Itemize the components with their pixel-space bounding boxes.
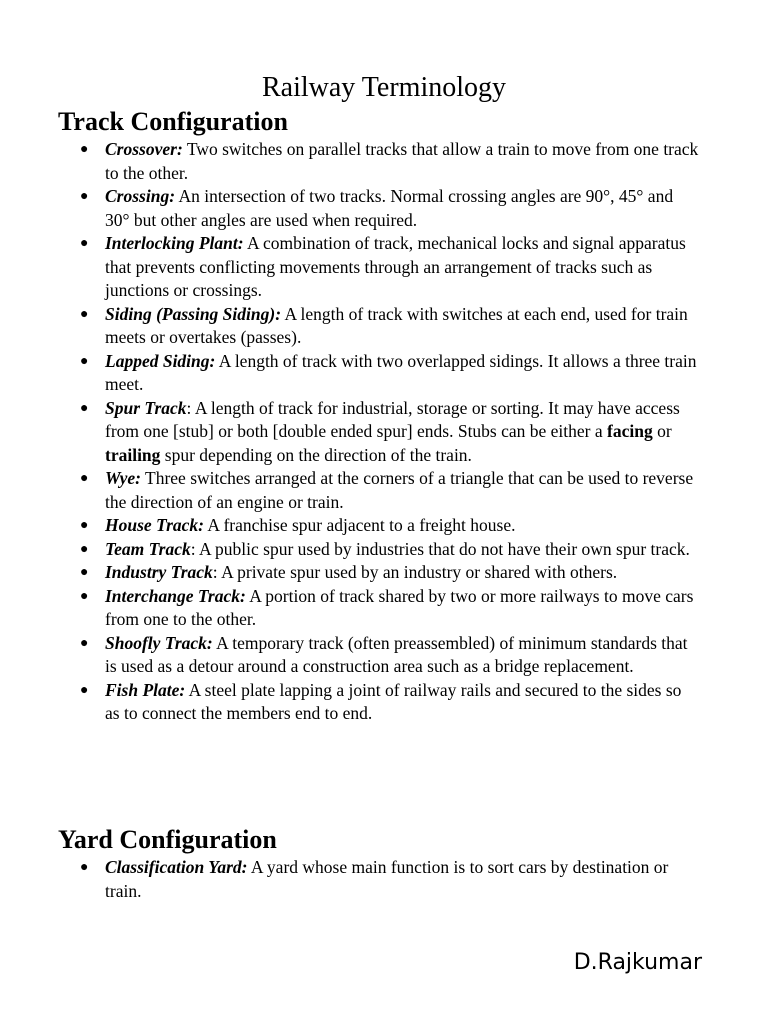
- yard-configuration-list: [0, 856, 740, 903]
- term-colon: :: [186, 397, 192, 418]
- author-name: D.Rajkumar: [573, 950, 702, 975]
- term-label: Team Track: [105, 538, 191, 559]
- term-label: Spur Track: [105, 397, 187, 418]
- list-item-shoofly-track: [0, 632, 740, 679]
- term-label: House Track:: [105, 515, 204, 535]
- term-label: Wye:: [105, 468, 141, 488]
- bullet-icon: ●: [80, 353, 89, 369]
- term-definition: A public spur used by industries that do not have their own spur track.: [195, 538, 690, 559]
- list-item-interchange-track: [0, 585, 740, 632]
- term-label: Interlocking Plant:: [105, 233, 244, 253]
- term-definition: A franchise spur adjacent to a freight house.: [204, 515, 516, 535]
- list-item-team-track: [0, 538, 740, 562]
- term-definition: A length of track with switches at each end, used for train meets or overtakes (passes).: [105, 303, 688, 347]
- term-definition: Two switches on parallel tracks that allow a train to move from one track to the other.: [105, 139, 699, 183]
- bullet-icon: ●: [80, 189, 89, 204]
- list-item-crossing: [0, 185, 740, 232]
- list-item-crossover: [0, 138, 740, 185]
- term-definition: Three switches arranged at the corners of a triangle that can be used to reverse the direction of an engine or train.: [105, 468, 694, 512]
- list-item-house-track: [0, 514, 740, 538]
- term-colon: :: [190, 538, 196, 559]
- bullet-icon: ●: [80, 588, 89, 604]
- page-title: Railway Terminology: [261, 72, 507, 103]
- term-label: Lapped Siding:: [105, 350, 216, 371]
- bullet-icon: ●: [80, 236, 89, 251]
- track-configuration-list: [0, 138, 740, 726]
- term-definition: A length of track with two overlapped sidings. It allows a three train meet.: [105, 350, 697, 394]
- term-label: Crossover:: [105, 139, 183, 159]
- term-definition: A portion of track shared by two or more railways to move cars from one to the other.: [105, 585, 694, 629]
- term-definition: An intersection of two tracks. Normal crossing angles are 90°, 45° and 30° but other angles are used when required.: [105, 186, 674, 230]
- term-label: Classification Yard:: [105, 857, 248, 877]
- bullet-icon: ●: [80, 518, 89, 533]
- term-definition: A temporary track (often preassembled) of minimum standards that is used as a detour around a construction area such as a bridge replacement.: [105, 632, 688, 676]
- list-item-fish-plate: [0, 679, 740, 726]
- term-definition: A length of track for industrial, storage or sorting. It may have access from one [stub] or both [double ended spur] ends. Stubs can be either a: [105, 397, 680, 441]
- term-label: Industry Track: [105, 562, 213, 582]
- list-item-spur-track: [0, 397, 740, 468]
- bullet-icon: ●: [80, 635, 89, 651]
- term-label: Interchange Track:: [105, 585, 246, 606]
- term-definition: A yard whose main function is to sort cars by destination or train.: [105, 857, 669, 901]
- list-item-wye: [0, 467, 740, 514]
- section-heading-yard-configuration: Yard Configuration: [58, 825, 277, 854]
- bullet-icon: ●: [80, 541, 89, 557]
- term-colon: :: [212, 562, 218, 582]
- term-definition-part: spur depending on the direction of the train.: [160, 444, 472, 465]
- term-label: Shoofly Track:: [105, 632, 213, 653]
- term-emphasis-trailing: trailing: [105, 444, 161, 465]
- list-item-industry-track: [0, 561, 740, 585]
- bullet-icon: ●: [80, 565, 89, 580]
- term-label: Siding (Passing Siding):: [105, 303, 282, 324]
- bullet-icon: ●: [80, 860, 89, 875]
- term-definition: A steel plate lapping a joint of railway rails and secured to the sides so as to connect the members end to end.: [105, 679, 682, 723]
- list-item-lapped-siding: [0, 350, 740, 397]
- bullet-icon: ●: [80, 400, 89, 416]
- term-definition: A private spur used by an industry or shared with others.: [217, 562, 618, 582]
- term-label: Crossing:: [105, 186, 176, 206]
- bullet-icon: ●: [80, 306, 89, 322]
- list-item-interlocking-plant: [0, 232, 740, 303]
- bullet-icon: ●: [80, 142, 89, 157]
- term-emphasis-facing: facing: [607, 421, 653, 441]
- section-heading-track-configuration: Track Configuration: [58, 107, 288, 136]
- bullet-icon: ●: [80, 682, 89, 698]
- term-definition: A combination of track, mechanical locks and signal apparatus that prevents conflicting movements through an arrangement of tracks such as junctions or crossings.: [105, 233, 686, 300]
- term-label: Fish Plate:: [105, 679, 186, 700]
- bullet-icon: ●: [80, 471, 89, 486]
- list-item-siding: [0, 303, 740, 350]
- term-definition-part: or: [652, 421, 672, 441]
- list-item-classification-yard: [0, 856, 740, 903]
